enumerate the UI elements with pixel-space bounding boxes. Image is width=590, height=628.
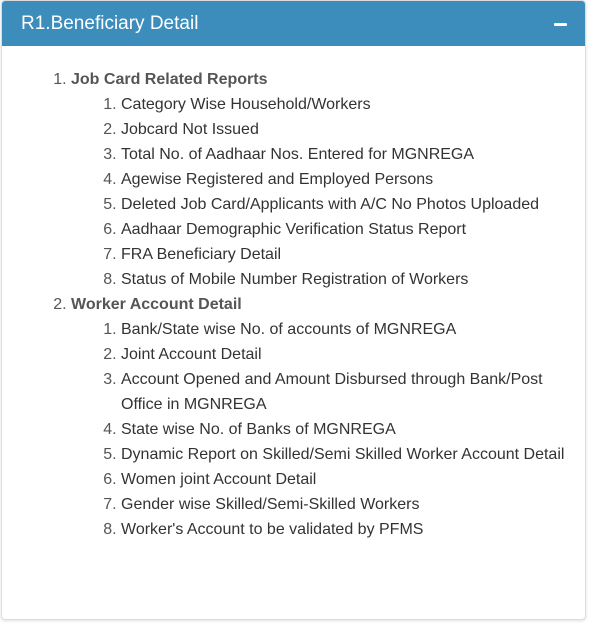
report-list-item [121, 417, 585, 442]
report-link[interactable]: Account Opened and Amount Disbursed through Bank/Post Office in MGNREGA [121, 371, 543, 413]
panel-header[interactable] [2, 1, 585, 46]
report-list-item [121, 92, 585, 117]
report-link[interactable]: Aadhaar Demographic Verification Status Report [121, 221, 467, 238]
report-list-item [121, 242, 585, 267]
beneficiary-detail-panel [1, 0, 586, 620]
section-title: Job Card Related Reports [71, 71, 268, 88]
report-section-list [2, 67, 585, 542]
report-section [71, 67, 585, 292]
report-list-item [121, 492, 585, 517]
report-link[interactable]: Joint Account Detail [121, 346, 262, 363]
report-link[interactable]: Dynamic Report on Skilled/Semi Skilled Worker Account Detail [121, 446, 565, 463]
report-link[interactable]: Jobcard Not Issued [121, 121, 259, 138]
report-link[interactable]: Women joint Account Detail [121, 471, 317, 488]
report-link-list [71, 92, 585, 292]
panel-body [2, 46, 585, 542]
report-list-item [121, 192, 585, 217]
minus-icon [554, 23, 567, 26]
report-link[interactable]: Agewise Registered and Employed Persons [121, 171, 434, 188]
report-link[interactable]: Total No. of Aadhaar Nos. Entered for MGNREGA [121, 146, 475, 163]
report-link[interactable]: Deleted Job Card/Applicants with A/C No Photos Uploaded [121, 196, 540, 213]
report-link[interactable]: Status of Mobile Number Registration of Workers [121, 271, 469, 288]
report-list-item [121, 317, 585, 342]
report-link[interactable]: Worker's Account to be validated by PFMS [121, 521, 424, 538]
report-list-item [121, 117, 585, 142]
report-list-item [121, 517, 585, 542]
report-section [71, 292, 585, 542]
report-link[interactable]: Category Wise Household/Workers [121, 96, 371, 113]
report-list-item [121, 467, 585, 492]
report-list-item [121, 142, 585, 167]
section-title: Worker Account Detail [71, 296, 242, 313]
panel-title: R1.Beneficiary Detail [21, 13, 199, 34]
report-link-list [71, 317, 585, 542]
report-list-item [121, 267, 585, 292]
report-list-item [121, 167, 585, 192]
report-list-item [121, 442, 585, 467]
report-link[interactable]: FRA Beneficiary Detail [121, 246, 282, 263]
report-link[interactable]: Bank/State wise No. of accounts of MGNREGA [121, 321, 457, 338]
report-list-item [121, 367, 585, 417]
report-link[interactable]: State wise No. of Banks of MGNREGA [121, 421, 396, 438]
report-list-item [121, 342, 585, 367]
report-link[interactable]: Gender wise Skilled/Semi-Skilled Workers [121, 496, 420, 513]
collapse-button[interactable] [551, 14, 571, 34]
report-list-item [121, 217, 585, 242]
